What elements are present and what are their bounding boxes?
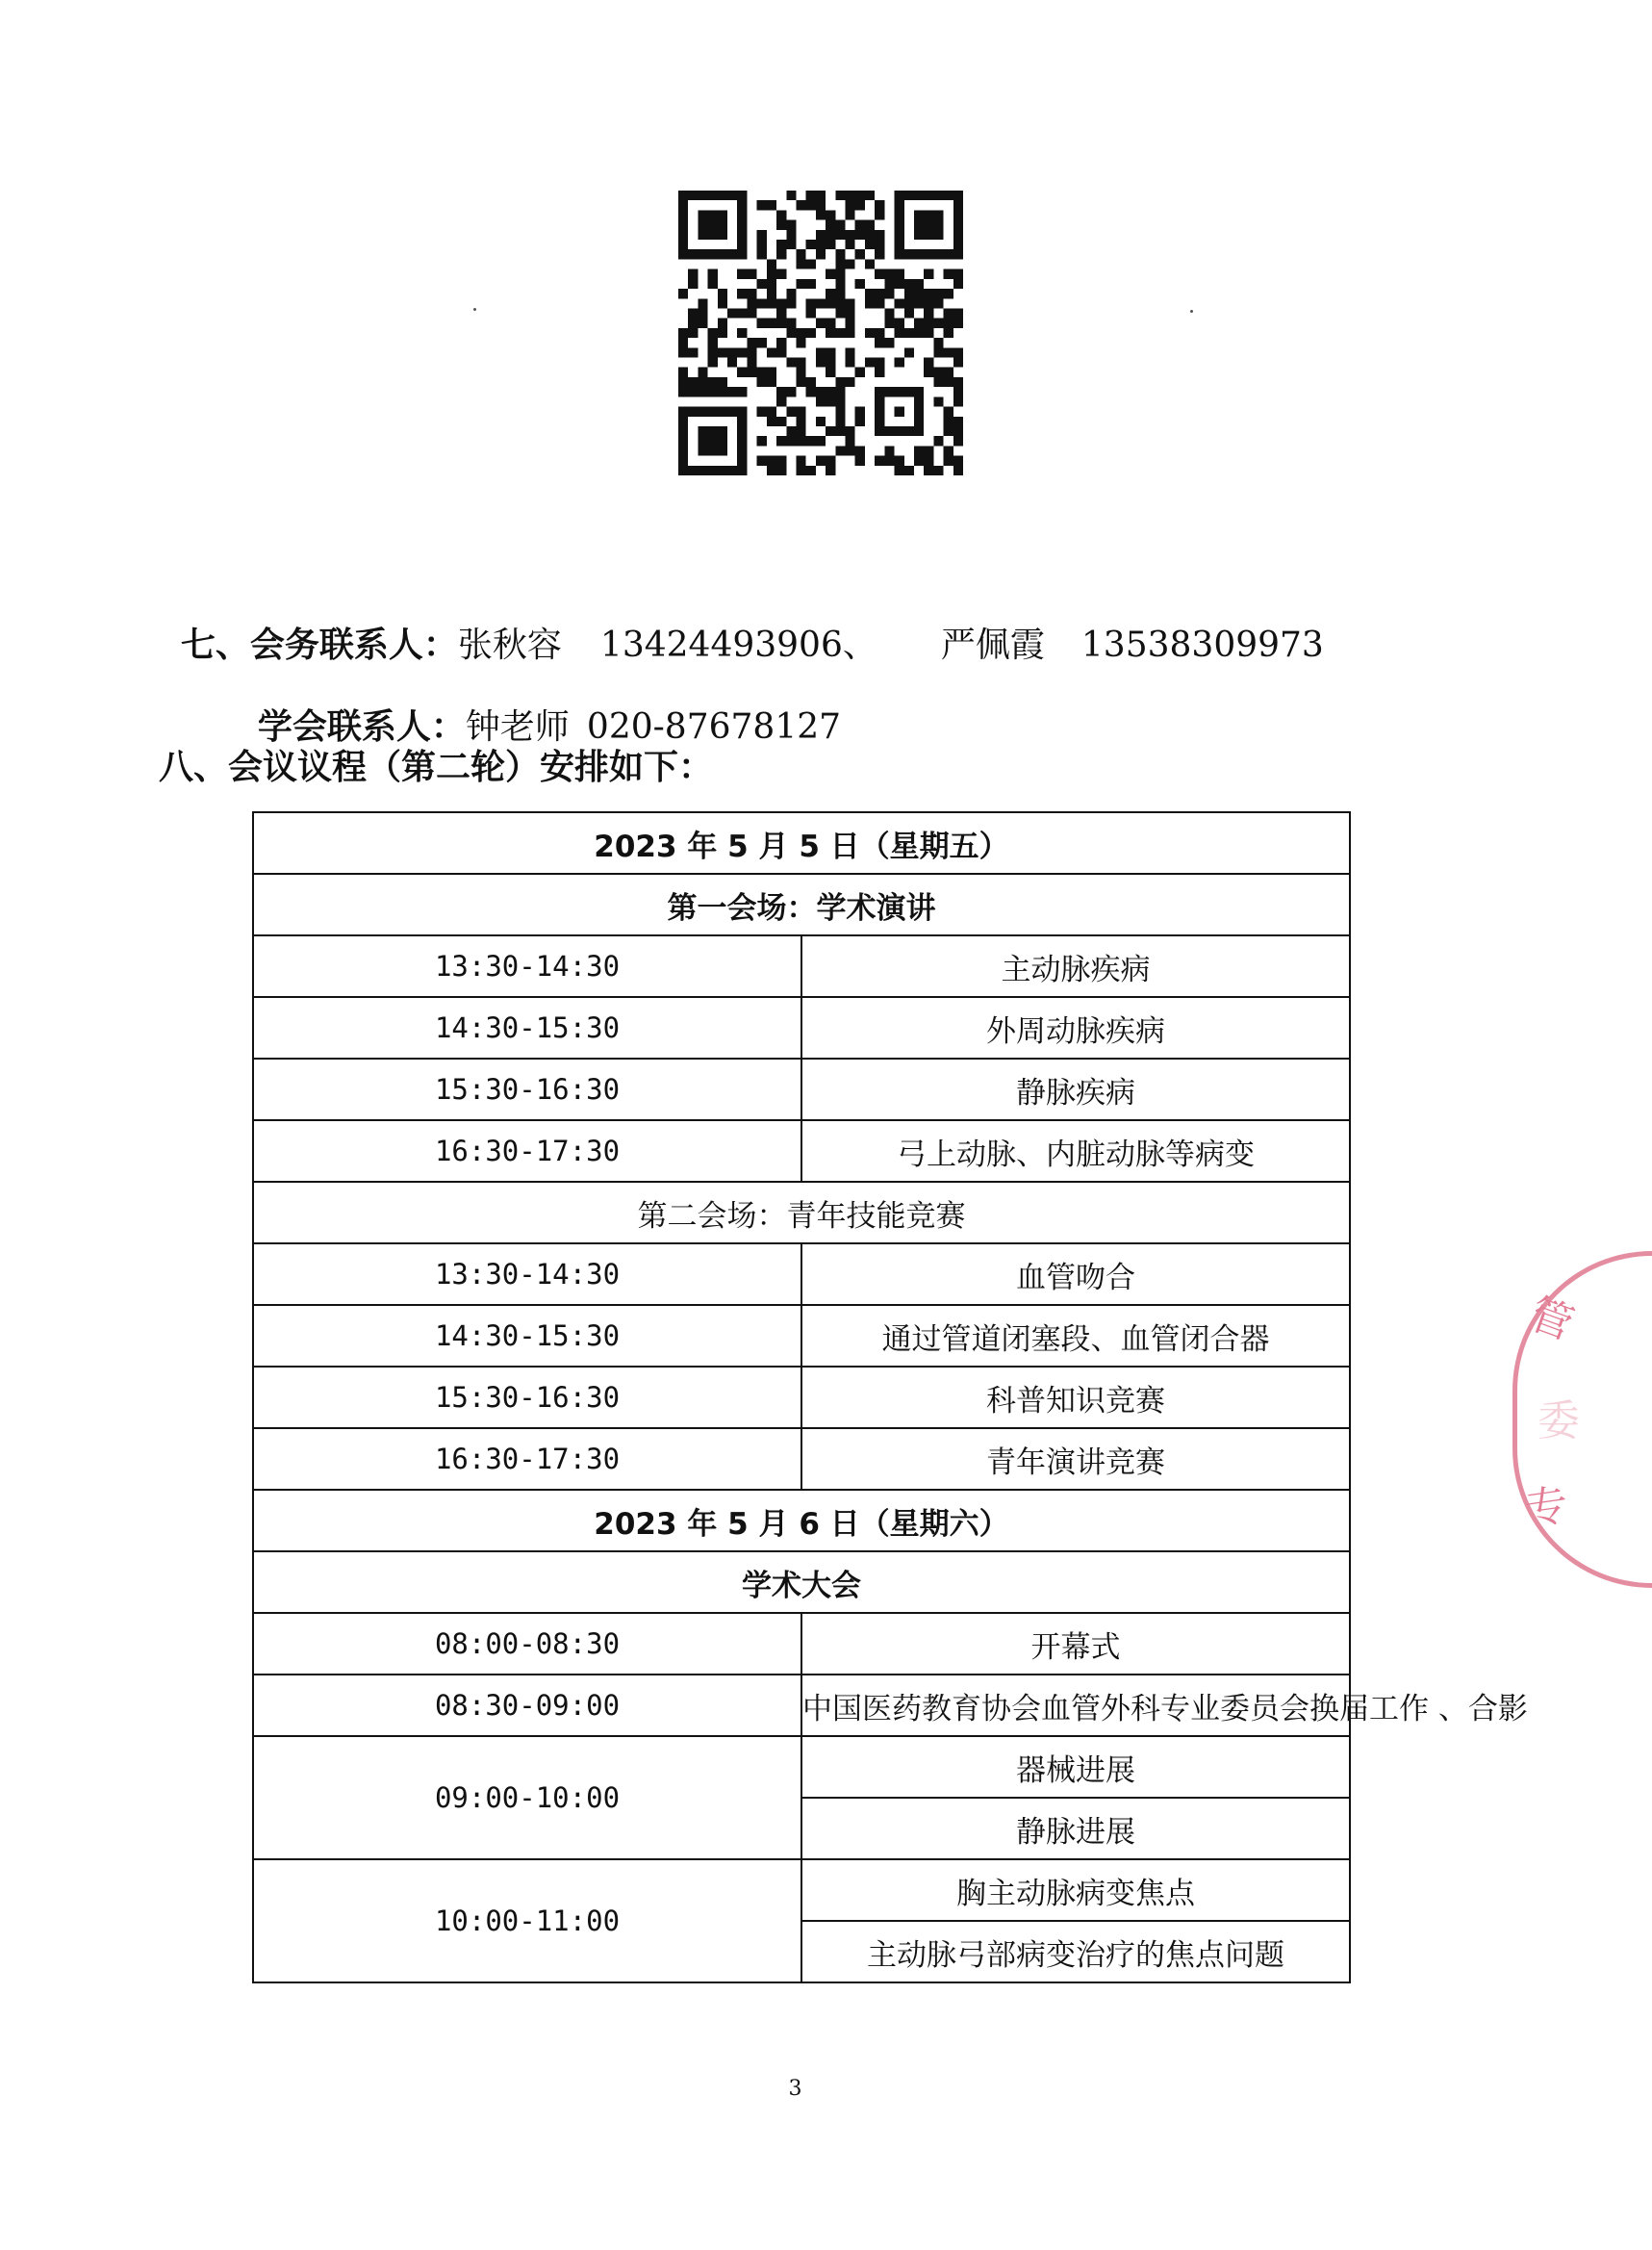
session-time: 14:30-15:30	[253, 997, 801, 1059]
qr-code	[678, 191, 963, 475]
table-row	[253, 1428, 1350, 1490]
society-contact-phone: 020-87678127	[586, 707, 842, 747]
session-time: 15:30-16:30	[253, 1059, 801, 1120]
seal-text-bottom: 专	[1522, 1480, 1571, 1535]
day2-date-header: 2023 年 5 月 6 日（星期六）	[253, 1490, 1350, 1551]
table-row	[253, 1059, 1350, 1120]
contact-2-name: 严佩霞	[940, 626, 1045, 665]
session-topic: 胸主动脉病变焦点	[801, 1859, 1350, 1921]
agenda-table	[252, 811, 1528, 1983]
session-time: 13:30-14:30	[253, 935, 801, 997]
venue1-title: 第一会场：学术演讲	[253, 874, 1350, 935]
page-number: 3	[788, 2077, 802, 2101]
session-time: 09:00-10:00	[253, 1736, 801, 1859]
session-topic: 弓上动脉、内脏动脉等病变	[801, 1120, 1350, 1182]
session-topic: 血管吻合	[801, 1243, 1350, 1305]
contact-1-phone: 13424493906、	[599, 626, 877, 665]
session-topic: 外周动脉疾病	[801, 997, 1350, 1059]
society-contact-line	[236, 664, 841, 749]
day1-date-header: 2023 年 5 月 5 日（星期五）	[253, 812, 1350, 874]
session-time: 15:30-16:30	[253, 1367, 801, 1428]
session-topic: 开幕式	[801, 1613, 1350, 1675]
session-topic: 中国医药教育协会血管外科专业委员会换届工作 、合影	[801, 1675, 1350, 1736]
table-row	[253, 997, 1350, 1059]
contact-1-name: 张秋容	[457, 626, 562, 665]
session-topic: 主动脉弓部病变治疗的焦点问题	[801, 1921, 1350, 1982]
session-time: 08:00-08:30	[253, 1613, 801, 1675]
venue2-title: 第二会场：青年技能竞赛	[253, 1182, 1350, 1243]
session-topic: 主动脉疾病	[801, 935, 1350, 997]
session-time: 16:30-17:30	[253, 1120, 801, 1182]
meeting-contact-line	[159, 582, 1324, 667]
table-row	[253, 1613, 1350, 1675]
table-row	[253, 1490, 1350, 1551]
session-topic: 青年演讲竞赛	[801, 1428, 1350, 1490]
table-row	[253, 1120, 1350, 1182]
session-topic: 科普知识竞赛	[801, 1367, 1350, 1428]
table-row	[253, 812, 1350, 874]
table-row	[253, 1367, 1350, 1428]
scan-speck	[473, 308, 476, 311]
session-time: 10:00-11:00	[253, 1859, 801, 1982]
section-7-label: 七、会务联系人：	[180, 626, 458, 665]
table-row	[253, 1736, 1350, 1798]
session-time: 14:30-15:30	[253, 1305, 801, 1367]
session-time: 16:30-17:30	[253, 1428, 801, 1490]
session-topic: 静脉进展	[801, 1798, 1350, 1859]
session-topic: 通过管道闭塞段、血管闭合器	[801, 1305, 1350, 1367]
session-time: 08:30-09:00	[253, 1675, 801, 1736]
society-contact-label: 学会联系人：	[257, 707, 466, 747]
table-row	[253, 1675, 1350, 1736]
session-time: 13:30-14:30	[253, 1243, 801, 1305]
session-topic: 器械进展	[801, 1736, 1350, 1798]
scan-speck	[1190, 310, 1193, 313]
agenda-heading: 八、会议议程（第二轮）安排如下：	[159, 748, 714, 787]
seal-text-mid: 委	[1538, 1396, 1580, 1445]
table-row	[253, 1551, 1350, 1613]
table-row	[253, 1182, 1350, 1243]
table-row	[253, 935, 1350, 997]
session-topic: 静脉疾病	[801, 1059, 1350, 1120]
official-seal	[1512, 1251, 1652, 1588]
table-row	[253, 1243, 1350, 1305]
table-row	[253, 1305, 1350, 1367]
seal-text-top: 管	[1523, 1289, 1580, 1350]
table-row	[253, 1859, 1350, 1921]
society-contact-name: 钟老师	[465, 707, 570, 747]
contact-2-phone: 13538309973	[1080, 626, 1324, 665]
day2-title: 学术大会	[253, 1551, 1350, 1613]
table-row	[253, 874, 1350, 935]
